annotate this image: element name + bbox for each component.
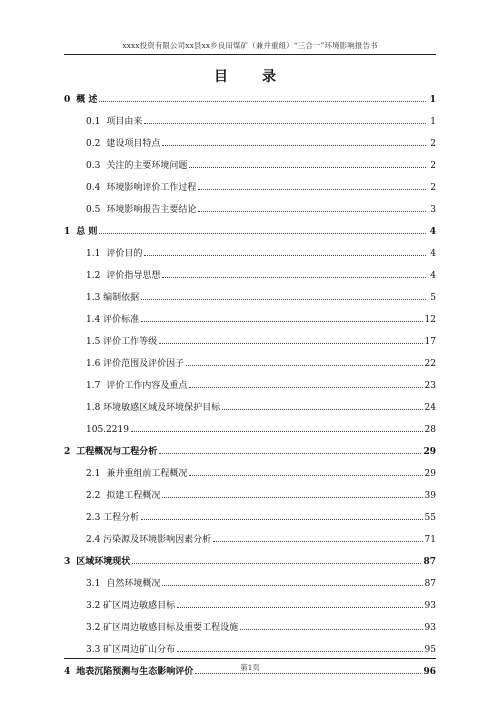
- toc-leader-dots: [162, 145, 426, 146]
- toc-leader-dots: [213, 541, 422, 542]
- toc-entry[interactable]: [64, 127, 436, 149]
- toc-entry-page: 22: [424, 359, 436, 369]
- toc-entry-label: 1.3 编制依据: [86, 293, 140, 303]
- toc-entry-page: 71: [424, 535, 436, 545]
- toc-entry-page: 2: [430, 183, 436, 193]
- toc-entry-label: 评价工作内容及重点: [106, 381, 188, 391]
- toc-entry-label: 拟建工程概况: [106, 491, 161, 501]
- toc-leader-dots: [177, 607, 422, 608]
- toc-entry-label: 3.2 矿区周边敏感目标及重要工程设施: [86, 623, 239, 633]
- toc-entry-label: 1.4 评价标准: [86, 315, 140, 325]
- toc-entry-page: 95: [424, 645, 436, 655]
- toc-entry-label: 1.6 评价范围及评价因子: [86, 359, 185, 369]
- toc-entry-number: 1.1: [86, 249, 101, 259]
- toc-entry[interactable]: [64, 611, 436, 633]
- toc-entry[interactable]: [64, 479, 436, 501]
- toc-entry-number: 0.5: [86, 205, 101, 215]
- toc-entry-page: 3: [430, 205, 436, 215]
- toc-leader-dots: [162, 277, 426, 278]
- toc-leader-dots: [189, 167, 426, 168]
- toc-leader-dots: [131, 431, 423, 432]
- toc-entry-label: 概 述: [76, 95, 98, 105]
- toc-entry-label: 1.8 环境敏感区域及环境保护目标: [86, 403, 221, 413]
- toc-leader-dots: [141, 299, 426, 300]
- toc-entry-label: 总 则: [76, 227, 98, 237]
- toc-leader-dots: [177, 651, 422, 652]
- toc-entry[interactable]: [64, 281, 436, 303]
- toc-leader-dots: [222, 409, 422, 410]
- toc-entry-label: 3.3 矿区周边矿山分布: [86, 645, 176, 655]
- page-number: 第1页: [240, 663, 260, 672]
- toc-entry-label: 关注的主要环境问题: [106, 161, 188, 171]
- toc-entry-page: 29: [423, 447, 436, 457]
- toc-entry-page: 24: [424, 403, 436, 413]
- toc-leader-dots: [132, 563, 421, 564]
- toc-entry[interactable]: [64, 391, 436, 413]
- toc-entry[interactable]: [64, 303, 436, 325]
- toc-entry-label: 地表沉陷预测与生态影响评价: [76, 667, 194, 677]
- toc-entry-number: 1.2: [86, 271, 101, 281]
- toc-entry-page: 39: [424, 491, 436, 501]
- toc-entry-label: 自然环境概况: [106, 579, 161, 589]
- toc-entry-page: 29: [424, 469, 436, 479]
- toc-entry-label: 区域环境现状: [76, 557, 131, 567]
- toc-entry-number: 0.2: [86, 139, 101, 149]
- toc-entry-page: 12: [424, 315, 436, 325]
- toc-entry-label: 评价指导思想: [106, 271, 161, 281]
- toc-leader-dots: [141, 519, 422, 520]
- toc-leader-dots: [99, 101, 426, 102]
- toc-entry[interactable]: [64, 457, 436, 479]
- toc-entry-page: 93: [424, 601, 436, 611]
- toc-entry[interactable]: [64, 413, 436, 435]
- toc-entry-label: 工程概况与工程分析: [76, 447, 158, 457]
- toc-entry-number: 3.1: [86, 579, 101, 589]
- toc-entry-page: 87: [423, 557, 436, 567]
- toc-leader-dots: [144, 123, 426, 124]
- page-title: 目 录: [214, 69, 286, 85]
- toc-leader-dots: [159, 453, 421, 454]
- toc-entry-label: 环境影响报告主要结论: [106, 205, 197, 215]
- toc-entry-label: 105.2219: [86, 425, 129, 435]
- toc-entry[interactable]: [64, 193, 436, 215]
- toc-entry-page: 17: [424, 337, 436, 347]
- running-header: xxxx投资有限公司xx县xx乡良田煤矿（兼并重组）“三合一”环境影响报告书: [122, 41, 378, 50]
- toc-entry[interactable]: [64, 545, 436, 567]
- toc-entry-number: 0.4: [86, 183, 101, 193]
- toc-entry-number: 1: [64, 227, 71, 237]
- toc-leader-dots: [198, 189, 426, 190]
- toc-entry-number: 2.2: [86, 491, 101, 501]
- toc-entry[interactable]: [64, 325, 436, 347]
- toc-leader-dots: [162, 585, 422, 586]
- toc-entry-page: 55: [424, 513, 436, 523]
- toc-entry-page: 87: [424, 579, 436, 589]
- toc-leader-dots: [240, 629, 422, 630]
- toc-entry-page: 96: [423, 667, 436, 677]
- toc-entry-label: 1.5 评价工作等级: [86, 337, 158, 347]
- toc-entry[interactable]: [64, 83, 436, 105]
- toc-entry-label: 3.2 矿区周边敏感目标: [86, 601, 176, 611]
- toc-entry[interactable]: [64, 171, 436, 193]
- toc-entry-page: 2: [430, 161, 436, 171]
- toc-leader-dots: [195, 673, 421, 674]
- toc-entry[interactable]: [64, 523, 436, 545]
- toc-entry[interactable]: [64, 633, 436, 655]
- toc-leader-dots: [189, 475, 422, 476]
- toc-entry[interactable]: [64, 215, 436, 237]
- toc-entry-label: 2.3 工程分析: [86, 513, 140, 523]
- toc-entry-number: 0: [64, 95, 71, 105]
- toc-entry-page: 4: [430, 271, 436, 281]
- toc-leader-dots: [144, 255, 426, 256]
- toc-entry-number: 2: [64, 447, 71, 457]
- toc-entry[interactable]: [64, 347, 436, 369]
- toc-entry[interactable]: [64, 589, 436, 611]
- toc-entry-page: 28: [424, 425, 436, 435]
- toc-entry-number: 1.7: [86, 381, 101, 391]
- toc-leader-dots: [186, 365, 422, 366]
- table-of-contents: [64, 83, 436, 677]
- toc-leader-dots: [189, 387, 422, 388]
- toc-entry[interactable]: [64, 567, 436, 589]
- toc-leader-dots: [162, 497, 422, 498]
- toc-entry[interactable]: [64, 501, 436, 523]
- toc-entry-page: 5: [430, 293, 436, 303]
- toc-leader-dots: [141, 321, 422, 322]
- toc-entry-number: 2.1: [86, 469, 101, 479]
- toc-entry[interactable]: [64, 259, 436, 281]
- footer-divider: [64, 658, 436, 659]
- toc-entry-label: 建设项目特点: [106, 139, 161, 149]
- toc-entry[interactable]: [64, 149, 436, 171]
- toc-leader-dots: [99, 233, 426, 234]
- toc-entry[interactable]: [64, 435, 436, 457]
- toc-entry-page: 1: [429, 95, 436, 105]
- toc-entry[interactable]: [64, 237, 436, 259]
- toc-entry-number: 3: [64, 557, 71, 567]
- toc-entry-page: 1: [430, 117, 436, 127]
- toc-entry-page: 4: [429, 227, 436, 237]
- header-divider: [64, 54, 436, 55]
- toc-entry-label: 项目由来: [106, 117, 143, 127]
- toc-entry-label: 环境影响评价工作过程: [106, 183, 197, 193]
- toc-entry-page: 4: [430, 249, 436, 259]
- toc-leader-dots: [159, 343, 422, 344]
- toc-entry-number: 0.1: [86, 117, 101, 127]
- toc-entry-number: 4: [64, 667, 71, 677]
- toc-leader-dots: [198, 211, 426, 212]
- toc-entry-label: 兼并重组前工程概况: [106, 469, 188, 479]
- toc-entry-page: 93: [424, 623, 436, 633]
- toc-entry-page: 2: [430, 139, 436, 149]
- toc-entry-number: 0.3: [86, 161, 101, 171]
- toc-entry-page: 23: [424, 381, 436, 391]
- toc-entry[interactable]: [64, 105, 436, 127]
- toc-entry-label: 评价目的: [106, 249, 143, 259]
- toc-entry-label: 2.4 污染源及环境影响因素分析: [86, 535, 212, 545]
- toc-entry[interactable]: [64, 369, 436, 391]
